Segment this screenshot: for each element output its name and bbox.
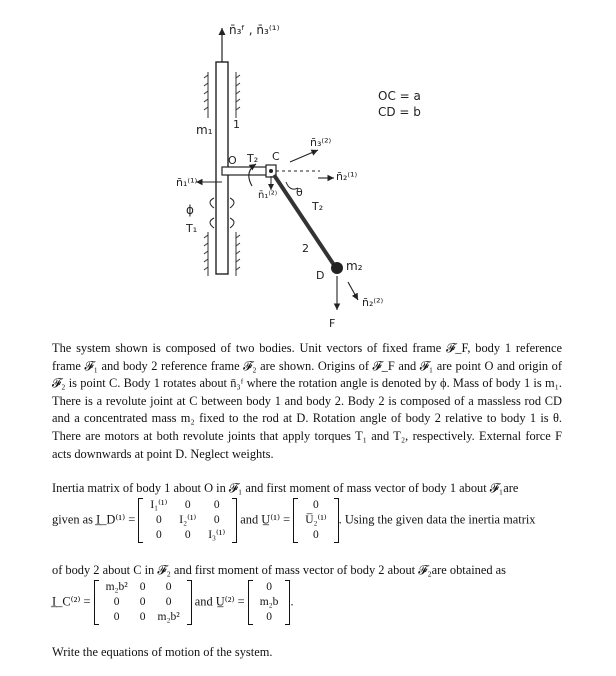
label-theta: θ: [296, 186, 303, 199]
equation-body1: [52, 498, 535, 543]
m1-cell: 0: [213, 514, 220, 526]
label-origin: O: [228, 154, 237, 167]
v2-cell: m₂b: [259, 596, 279, 608]
eq1-lhs: I̲_D⁽¹⁾ =: [96, 512, 136, 527]
m1-cell: I₃⁽¹⁾: [208, 529, 226, 541]
m2-cell: 0: [139, 581, 146, 593]
m2-cell: 0: [113, 596, 120, 608]
m1-cell: 0: [184, 499, 191, 511]
m2-cell: 0: [165, 596, 172, 608]
label-T2-mid: T₂: [312, 200, 324, 213]
label-C: C: [272, 150, 280, 163]
v2-cell: 0: [266, 581, 272, 593]
m2-cell: m₂b²: [157, 611, 180, 623]
label-F: F: [329, 317, 336, 330]
m1-cell: 0: [155, 514, 162, 526]
using-text: . Using the given data the inertia matrix: [338, 512, 536, 527]
m1-cell: 0: [155, 529, 162, 541]
label-T1: T₁: [186, 222, 198, 235]
label-n1-2: n̄₁⁽²⁾: [258, 190, 278, 201]
n2-2-arrow: [348, 282, 358, 300]
eq1-vec-lhs: U̲⁽¹⁾ =: [261, 512, 291, 527]
n3-2-arrow: [290, 150, 318, 162]
v1-cell: 0: [313, 529, 319, 541]
m2-cell: 0: [139, 611, 146, 623]
v1-cell: 0: [313, 499, 319, 511]
moment-vector-body2: [248, 580, 291, 625]
label-n2-2: n̄₂⁽²⁾: [362, 296, 384, 309]
and-text-1: and: [240, 512, 259, 527]
label-m2: m₂: [346, 259, 363, 273]
m2-cell: 0: [139, 596, 146, 608]
label-T2-top: T₂: [247, 152, 259, 165]
label-phi: ϕ: [186, 203, 194, 217]
label-D: D: [316, 269, 325, 282]
label-n1-1: n̄₁⁽¹⁾: [176, 176, 198, 189]
m1-cell: 0: [213, 499, 220, 511]
equation-body2: I̲_C⁽²⁾ = m₂b² 0 0 0 0 0 0 0 m₂b² and U̲⁽²⁾ = 0 m₂b 0 .: [52, 581, 294, 623]
label-OC: OC = a: [378, 89, 421, 103]
body2-intro: of body 2 about C in 𝓕₂ and first moment of mass vector of body 2 about 𝓕₂are obtained as: [52, 563, 506, 577]
problem-description: The system shown is composed of two bodies. Unit vectors of fixed frame 𝓕_F, body 1 reference frame 𝓕₁ and body 2 reference frame 𝓕₂ are shown. Origins of 𝓕_F and 𝓕₁ are point O and origin of 𝓕₂ is point C. Body 1 rotates about n̄₃ᶠ where the rotation angle is denoted by ϕ. Mass of body 1 is m₁. There is a revolute joint at C between body 1 and body 2. Body 2 is composed of a massless rod CD and a concentrated mass m₂ fixed to the rod at D. Rotation angle of body 2 relative to body 1 is θ. There are motors at both revolute joints that apply torques T₁ and T₂, respectively. External force F acts downwards at point D. Neglect weights.: [52, 341, 562, 461]
label-n3-top: n̄₃ᶠ , n̄₃⁽¹⁾: [229, 23, 280, 37]
m1-cell: I₂⁽¹⁾: [179, 514, 197, 526]
eq2-lhs: I̲_C⁽²⁾ =: [52, 594, 91, 609]
label-body2: 2: [302, 242, 309, 255]
m1-cell: I₁⁽¹⁾: [150, 499, 168, 511]
mass-m2: [331, 262, 343, 274]
label-n2-1: n̄₂⁽¹⁾: [336, 170, 358, 183]
label-CD: CD = b: [378, 105, 421, 119]
m2-cell: m₂b²: [105, 581, 128, 593]
inertia-intro: Inertia matrix of body 1 about O in 𝓕₁ and first moment of mass vector of body 1 about 𝓕₁are: [52, 481, 519, 495]
v1-cell: U̅₂⁽¹⁾: [305, 514, 327, 526]
inertia-matrix-body1: [138, 498, 237, 543]
label-n3-2: n̄₃⁽²⁾: [310, 136, 332, 149]
m2-cell: 0: [113, 611, 120, 623]
moment-vector-body1: [293, 498, 338, 543]
inertia-matrix-body2: [94, 580, 192, 625]
v2-cell: 0: [266, 611, 272, 623]
label-m1: m₁: [196, 123, 213, 137]
eq2-vec-lhs: U̲⁽²⁾ =: [215, 594, 245, 609]
label-body1: 1: [233, 118, 240, 131]
question-text: Write the equations of motion of the system.: [52, 645, 273, 659]
given-as-text: given as: [52, 512, 93, 527]
mechanism-diagram: [0, 0, 616, 336]
m1-cell: 0: [184, 529, 191, 541]
m2-cell: 0: [165, 581, 172, 593]
and-text-2: and: [194, 594, 213, 609]
